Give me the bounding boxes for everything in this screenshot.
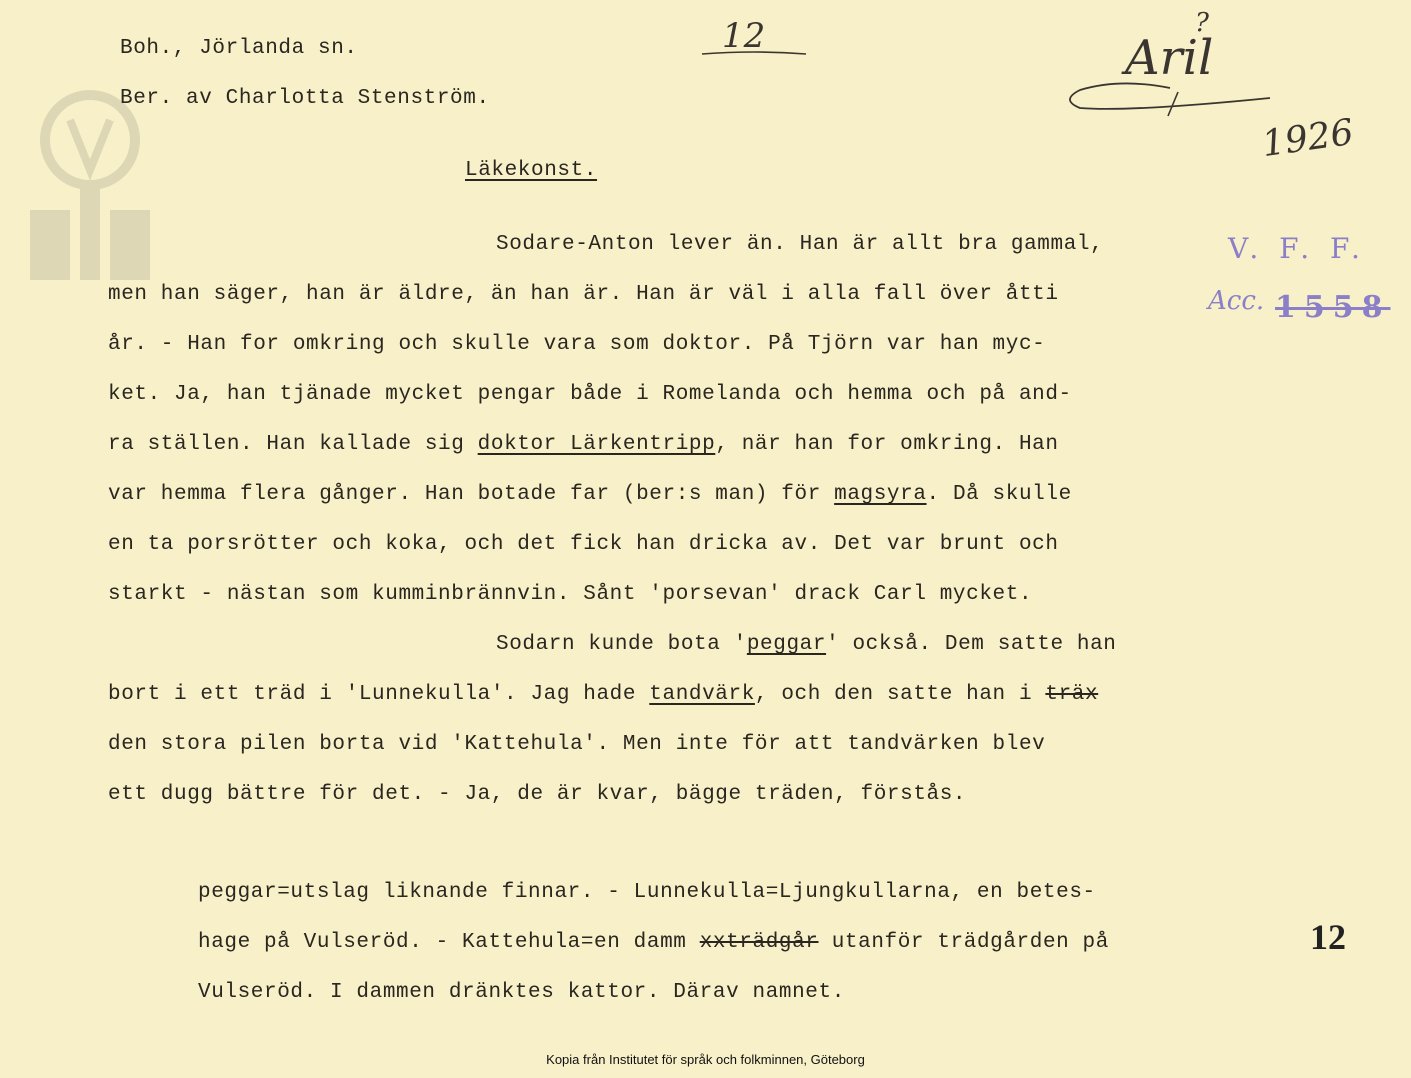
handwritten-month: Aril (1125, 30, 1214, 86)
body-line-2: men han säger, han är äldre, än han är. Han är väl i alla fall över åtti (108, 283, 1059, 306)
body-line-9 (496, 634, 1117, 655)
body-line-5-b: , när han for omkring. Han (715, 433, 1059, 456)
body-line-12: ett dugg bättre för det. - Ja, de är kvar, bägge träden, förstås. (108, 783, 967, 806)
body-line-9-b: ' också. Dem satte han (826, 633, 1117, 656)
note-line-2 (198, 932, 1109, 953)
body-line-5-a: ra ställen. Han kallade sig (108, 433, 478, 456)
body-line-6 (108, 484, 1072, 505)
body-line-10-b: , och den satte han i (754, 683, 1046, 706)
body-line-6-a: var hemma flera gånger. Han botade far (ber:s man) för (108, 483, 835, 506)
handwritten-year: 1926 (1259, 111, 1357, 166)
body-line-6-b: . Då skulle (926, 483, 1072, 506)
header-reporter: Ber. av Charlotta Stenström. (120, 87, 490, 110)
note-line-3: Vulseröd. I dammen dränktes kattor. Därav namnet. (198, 981, 845, 1004)
underlined-peggar: peggar (746, 633, 827, 656)
body-line-8: starkt - nästan som kumminbrännvin. Sånt 'porsevan' drack Carl mycket. (108, 583, 1033, 606)
body-line-10-a: bort i ett träd i 'Lunnekulla'. Jag hade (108, 683, 650, 706)
body-line-3: år. - Han for omkring och skulle vara som doktor. På Tjörn var han myc- (108, 333, 1046, 356)
footer-copyright: Kopia från Institutet för språk och folkminnen, Göteborg (546, 1052, 865, 1067)
underlined-lärkentripp: doktor Lärkentripp (477, 433, 716, 456)
page-number-handwritten: 12 (722, 16, 766, 56)
stamp-vff: V. F. F. (1228, 232, 1366, 265)
page-number-underline (700, 50, 810, 58)
underlined-tandvärk: tandvärk (649, 683, 755, 706)
body-line-10 (108, 684, 1098, 705)
stamp-acc-prefix: Acc. (1208, 286, 1265, 316)
struck-text-tradgar: xxträdgår (699, 931, 819, 954)
handwritten-flourish (1060, 70, 1290, 120)
note-line-2-a: hage på Vulseröd. - Kattehula=en damm (198, 931, 700, 954)
struck-text-trax: träx (1045, 683, 1099, 706)
body-line-7: en ta porsrötter och koka, och det fick han dricka av. Det var brunt och (108, 533, 1059, 556)
header-location: Boh., Jörlanda sn. (120, 37, 358, 60)
underlined-magsyra: magsyra (834, 483, 927, 506)
body-line-4: ket. Ja, han tjänade mycket pengar både i Romelanda och hemma och på and- (108, 383, 1072, 406)
body-line-9-a: Sodarn kunde bota ' (496, 633, 747, 656)
document-title: Läkekonst. (465, 159, 598, 182)
archive-page-number: 12 (1310, 917, 1346, 957)
body-line-11: den stora pilen borta vid 'Kattehula'. Men inte för att tandvärken blev (108, 733, 1046, 756)
note-line-2-b: utanför trädgården på (818, 931, 1109, 954)
body-line-5 (108, 434, 1059, 455)
body-line-1: Sodare-Anton lever än. Han är allt bra gammal, (496, 233, 1104, 256)
note-line-1: peggar=utslag liknande finnar. - Lunnekulla=Ljungkullarna, en betes- (198, 881, 1096, 904)
handwritten-question-mark: ? (1195, 8, 1209, 38)
stamp-acc-number: 1558 (1275, 290, 1391, 325)
